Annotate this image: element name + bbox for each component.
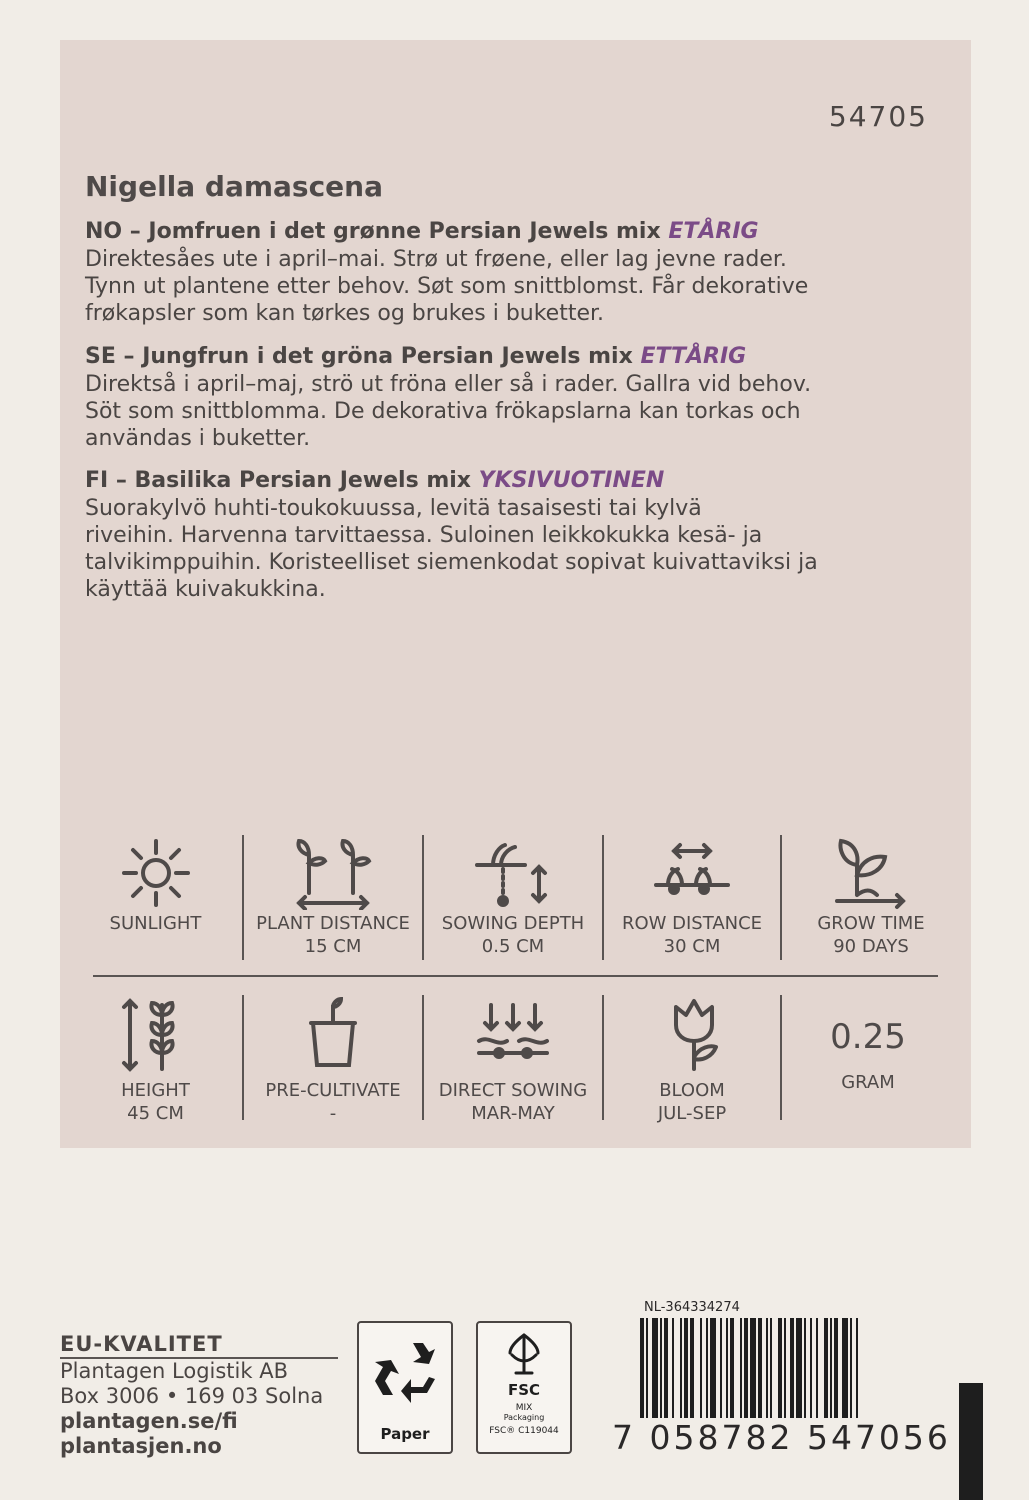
direct-sowing-icon [473, 995, 553, 1075]
row-divider [93, 975, 938, 977]
info-label: SUNLIGHT [109, 913, 202, 934]
info-label: DIRECT SOWING [438, 1080, 588, 1101]
fsc-tree-icon [494, 1331, 554, 1377]
fsc-packaging: Packaging [503, 1413, 545, 1422]
product-code: 54705 [828, 100, 928, 133]
recycle-badge [357, 1321, 453, 1454]
heading-no: NO – Jomfruen i det grønne Persian Jewels mix [85, 219, 661, 244]
fsc-license: FSC® C119044 [489, 1426, 559, 1436]
text-line: Direktså i april–maj, strö ut fröna eller så i rader. Gallra vid behov. [85, 372, 812, 397]
company-address: Box 3006 • 169 03 Solna [60, 1384, 324, 1408]
text-line: Suorakylvö huhti-toukokuussa, levitä tasaisesti tai kylvä [85, 496, 702, 521]
heading-se: SE – Jungfrun i det gröna Persian Jewels mix [85, 344, 633, 369]
heading-fi: FI – Basilika Persian Jewels mix [85, 468, 471, 493]
section-fi [85, 467, 935, 603]
info-label: PLANT DISTANCE [256, 913, 410, 934]
company-info [60, 1332, 360, 1459]
edge-mark [959, 1383, 983, 1500]
quality-title: EU-KVALITET [60, 1332, 338, 1359]
info-label: GRAM [841, 1072, 895, 1093]
website-no: plantasjen.no [60, 1434, 222, 1458]
text-se [85, 371, 935, 452]
info-value: 45 CM [127, 1103, 184, 1124]
paper-label: Paper [380, 1425, 430, 1443]
info-gram [782, 995, 954, 1094]
height-icon [116, 995, 196, 1075]
tulip-icon [652, 995, 732, 1075]
text-line: frøkapsler som kan tørkes og brukes i buketter. [85, 301, 605, 326]
text-line: Tynn ut plantene etter behov. Søt som snittblomst. Får dekorative [85, 274, 809, 299]
sowing-depth-icon [473, 835, 553, 910]
info-value: JUL-SEP [657, 1103, 727, 1124]
text-line: Direktesåes ute i april–mai. Strø ut frøene, eller lag jevne rader. [85, 247, 787, 272]
section-no [85, 218, 935, 327]
tag-se: ETTÅRIG [640, 344, 747, 369]
info-sowing-depth [424, 835, 602, 958]
info-sunlight [93, 835, 218, 935]
text-fi [85, 495, 935, 603]
seed-amount: 0.25 [830, 1017, 906, 1057]
text-line: talvikimppuihin. Koristeelliset siemenkodat sopivat kuivattaviksi ja [85, 550, 818, 575]
info-plant-distance [244, 835, 422, 958]
row-distance-icon [652, 835, 732, 910]
text-line: riveihin. Harvenna tarvittaessa. Suloinen leikkokukka kesä- ja [85, 523, 763, 548]
latin-name: Nigella damascena [85, 170, 383, 203]
info-row-distance [604, 835, 780, 958]
info-label: GROW TIME [817, 913, 925, 934]
info-height [93, 995, 218, 1125]
info-pre-cultivate [244, 995, 422, 1125]
website-fi: plantagen.se/fi [60, 1409, 238, 1433]
info-bloom [604, 995, 780, 1125]
fsc-name: FSC [507, 1381, 541, 1399]
tag-fi: YKSIVUOTINEN [478, 468, 665, 493]
recycle-icon [365, 1335, 445, 1415]
info-label: SOWING DEPTH [441, 913, 585, 934]
info-value: 15 CM [304, 936, 362, 957]
barcode-id: NL-364334274 [644, 1300, 740, 1315]
info-value: 90 DAYS [833, 936, 909, 957]
zigzag-edge [60, 1130, 971, 1152]
info-value: - [329, 1103, 337, 1124]
info-direct-sowing [424, 995, 602, 1125]
info-value: 30 CM [663, 936, 721, 957]
info-value: 0.5 CM [481, 936, 545, 957]
text-no [85, 246, 935, 327]
info-value: MAR-MAY [471, 1103, 555, 1124]
fsc-mix: MIX [515, 1403, 533, 1413]
tag-no: ETÅRIG [668, 219, 759, 244]
barcode-number: 7 058782 547056 [612, 1418, 951, 1457]
text-line: användas i buketter. [85, 426, 311, 451]
info-grow-time [782, 835, 960, 958]
barcode [640, 1318, 936, 1418]
section-se [85, 343, 935, 452]
pot-icon [293, 995, 373, 1075]
info-label: HEIGHT [121, 1080, 190, 1101]
sun-icon [116, 835, 196, 910]
text-line: käyttää kuivakukkina. [85, 577, 326, 602]
fsc-badge [476, 1321, 572, 1454]
text-line: Söt som snittblomma. De dekorativa frökapslarna kan torkas och [85, 399, 801, 424]
info-label: PRE-CULTIVATE [265, 1080, 401, 1101]
company-name: Plantagen Logistik AB [60, 1359, 288, 1383]
plant-distance-icon [293, 835, 373, 910]
grow-time-icon [831, 835, 911, 910]
info-label: ROW DISTANCE [621, 913, 763, 934]
info-label: BLOOM [659, 1080, 725, 1101]
